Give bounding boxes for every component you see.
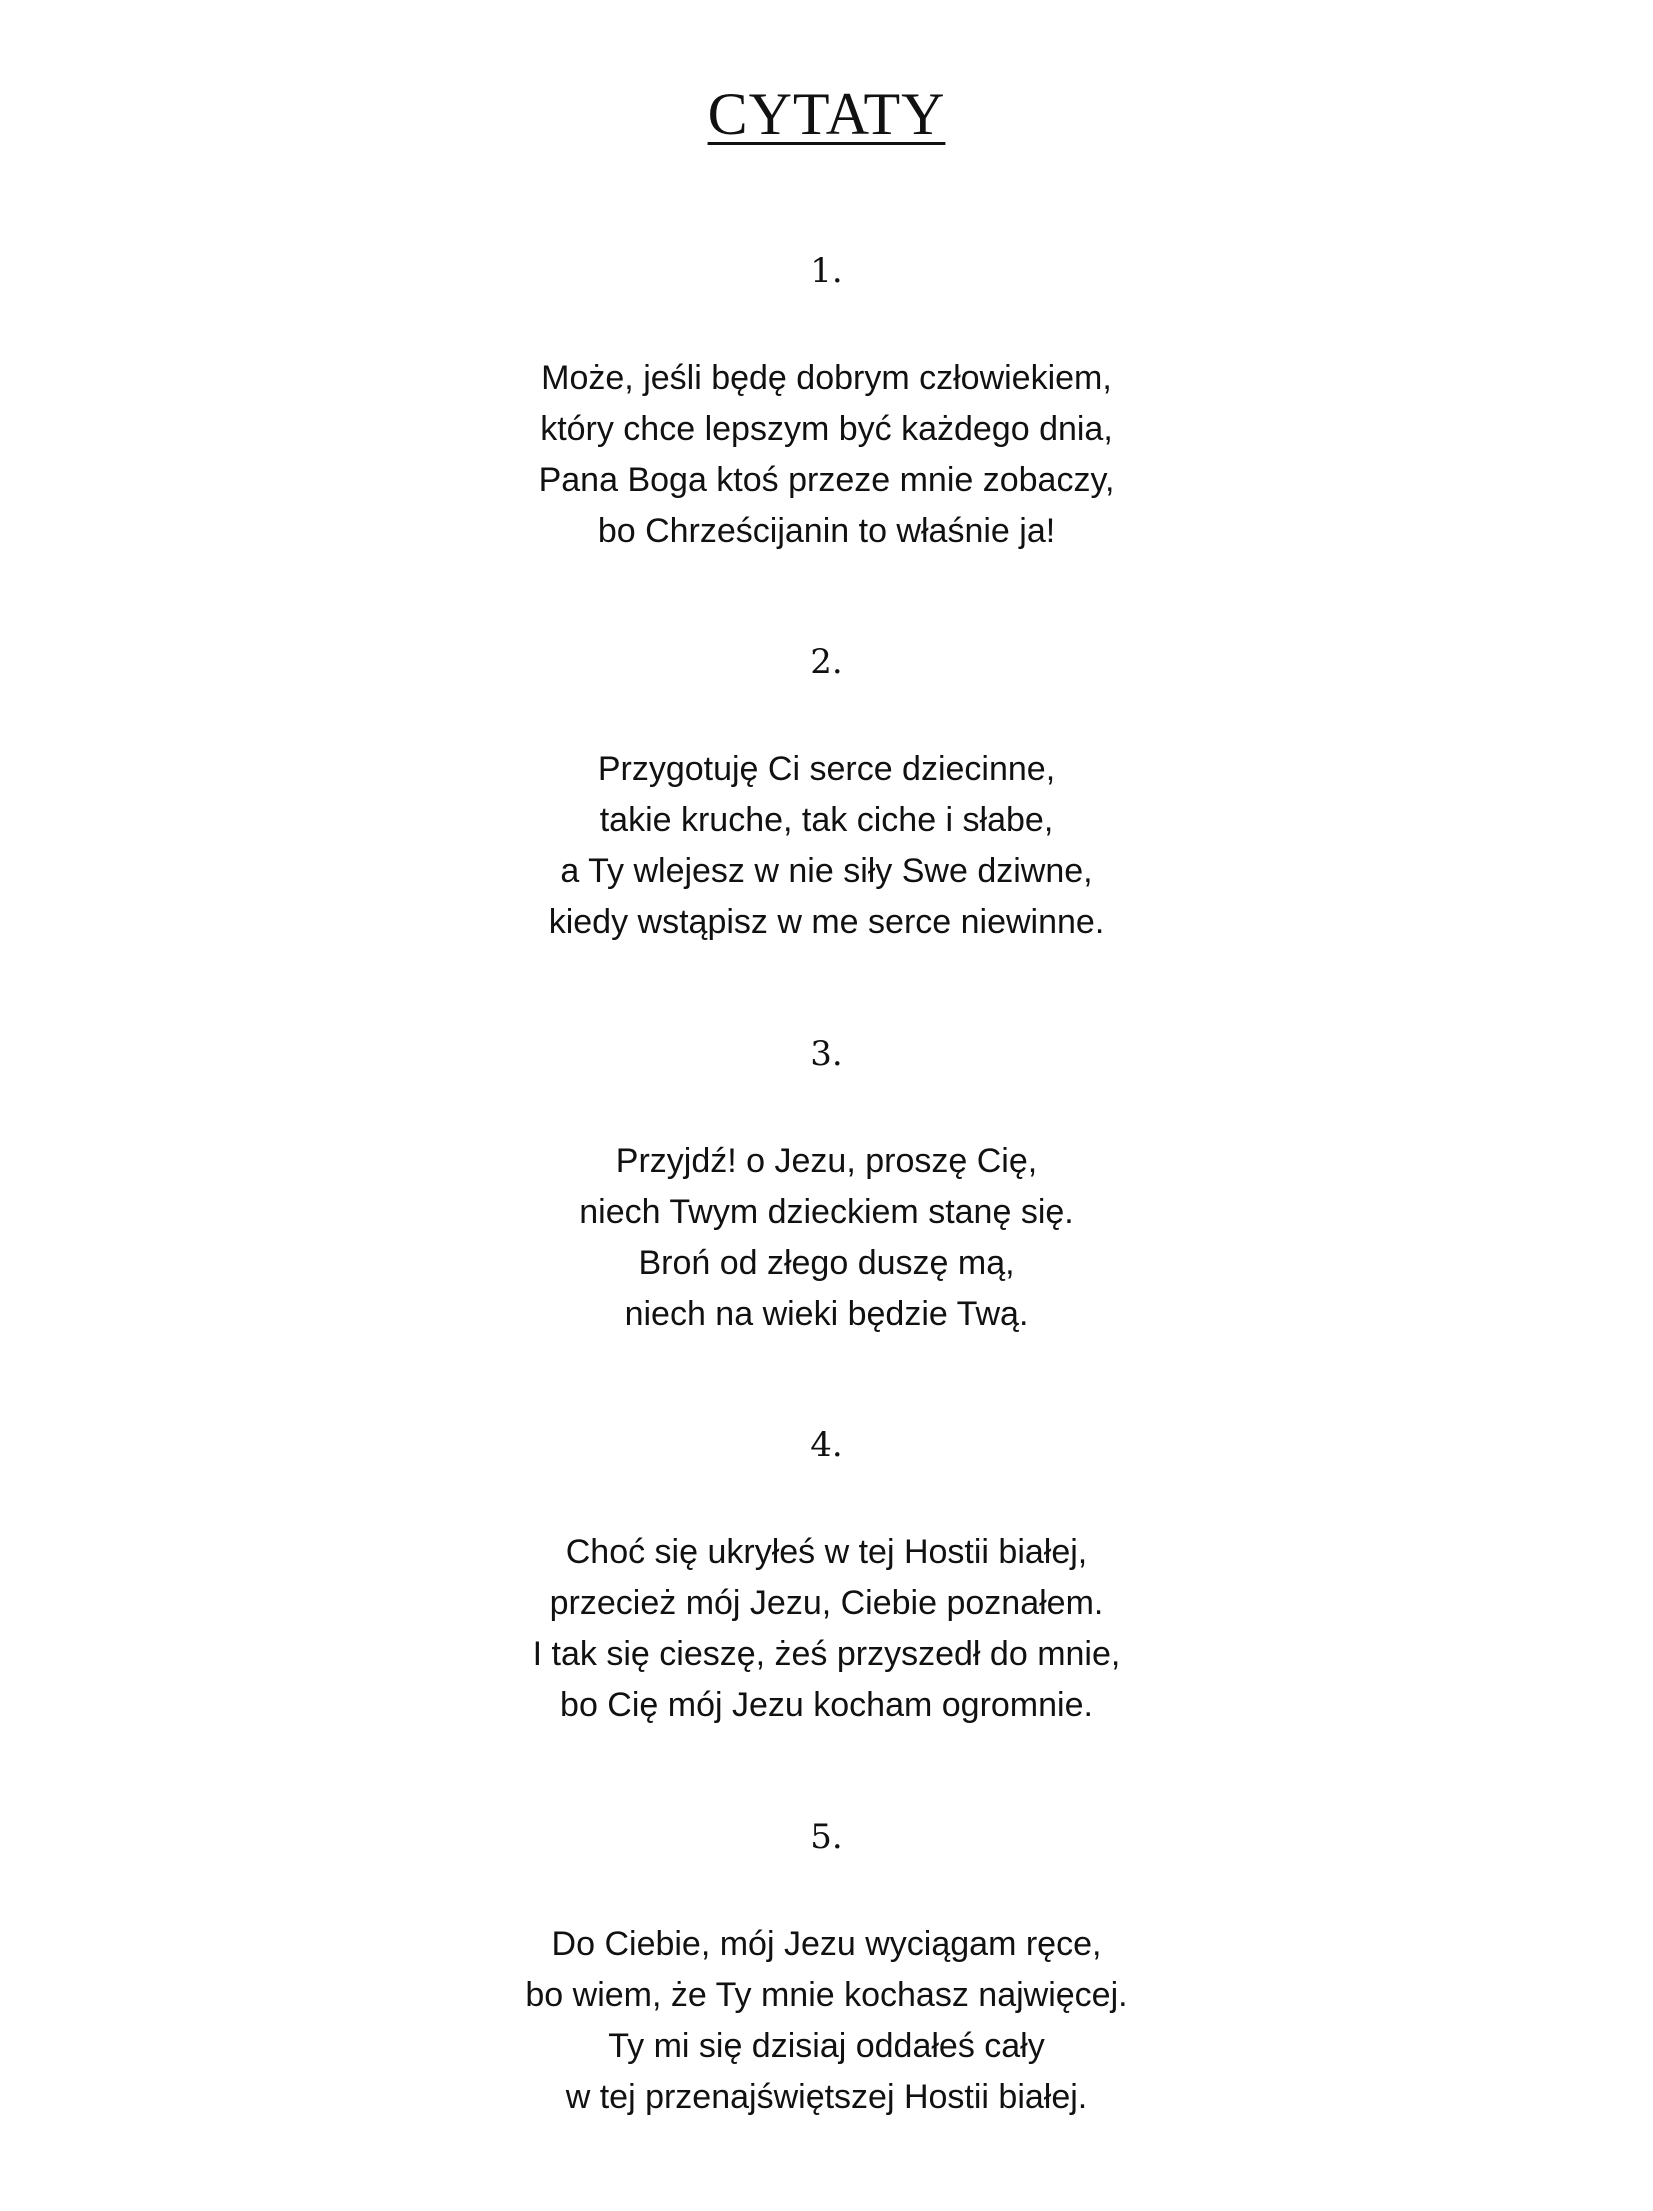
verse-line: Pana Boga ktoś przeze mnie zobaczy, — [538, 461, 1115, 499]
verse-line: bo wiem, że Ty mnie kochasz najwięcej. — [525, 1976, 1128, 2014]
verse-line: przecież mój Jezu, Ciebie poznałem. — [549, 1584, 1104, 1622]
quote-verse — [0, 1919, 1653, 2123]
verse-line: Może, jeśli będę dobrym człowiekiem, — [541, 359, 1112, 397]
verse-line: Przygotuję Ci serce dziecinne, — [597, 750, 1056, 788]
quote-block — [0, 642, 1653, 948]
verse-line: w tej przenajświętszej Hostii białej. — [565, 2078, 1088, 2116]
quote-verse — [0, 1527, 1653, 1731]
verse-line: Broń od złego duszę mą, — [638, 1244, 1015, 1282]
quote-block — [0, 1034, 1653, 1340]
verse-line: który chce lepszym być każdego dnia, — [540, 410, 1113, 448]
quote-block — [0, 251, 1653, 557]
verse-line: bo Chrześcijanin to właśnie ja! — [597, 512, 1056, 550]
quote-block — [0, 1425, 1653, 1731]
quote-verse — [0, 353, 1653, 557]
quote-verse — [0, 1136, 1653, 1340]
verse-line: Ty mi się dzisiaj oddałeś cały — [608, 2027, 1045, 2065]
verse-line: niech Twym dzieckiem stanę się. — [579, 1193, 1074, 1231]
verse-line: niech na wieki będzie Twą. — [624, 1295, 1029, 1333]
quote-number: 1. — [810, 251, 843, 291]
quote-number: 5. — [810, 1817, 843, 1857]
verse-line: I tak się cieszę, żeś przyszedł do mnie, — [532, 1635, 1121, 1673]
page-title: CYTATY — [707, 81, 946, 147]
verse-line: bo Cię mój Jezu kocham ogromnie. — [560, 1686, 1093, 1724]
verse-line: Do Ciebie, mój Jezu wyciągam ręce, — [551, 1925, 1102, 1963]
verse-line: Przyjdź! o Jezu, proszę Cię, — [615, 1142, 1038, 1180]
quote-number: 4. — [810, 1425, 843, 1465]
verse-line: takie kruche, tak ciche i słabe, — [599, 801, 1054, 839]
quote-block — [0, 1817, 1653, 2123]
verse-line: Choć się ukryłeś w tej Hostii białej, — [565, 1533, 1088, 1571]
quote-number: 3. — [810, 1034, 843, 1074]
verse-line: a Ty wlejesz w nie siły Swe dziwne, — [560, 852, 1093, 890]
verse-line: kiedy wstąpisz w me serce niewinne. — [548, 903, 1105, 941]
quote-verse — [0, 744, 1653, 948]
quote-number: 2. — [810, 642, 843, 682]
